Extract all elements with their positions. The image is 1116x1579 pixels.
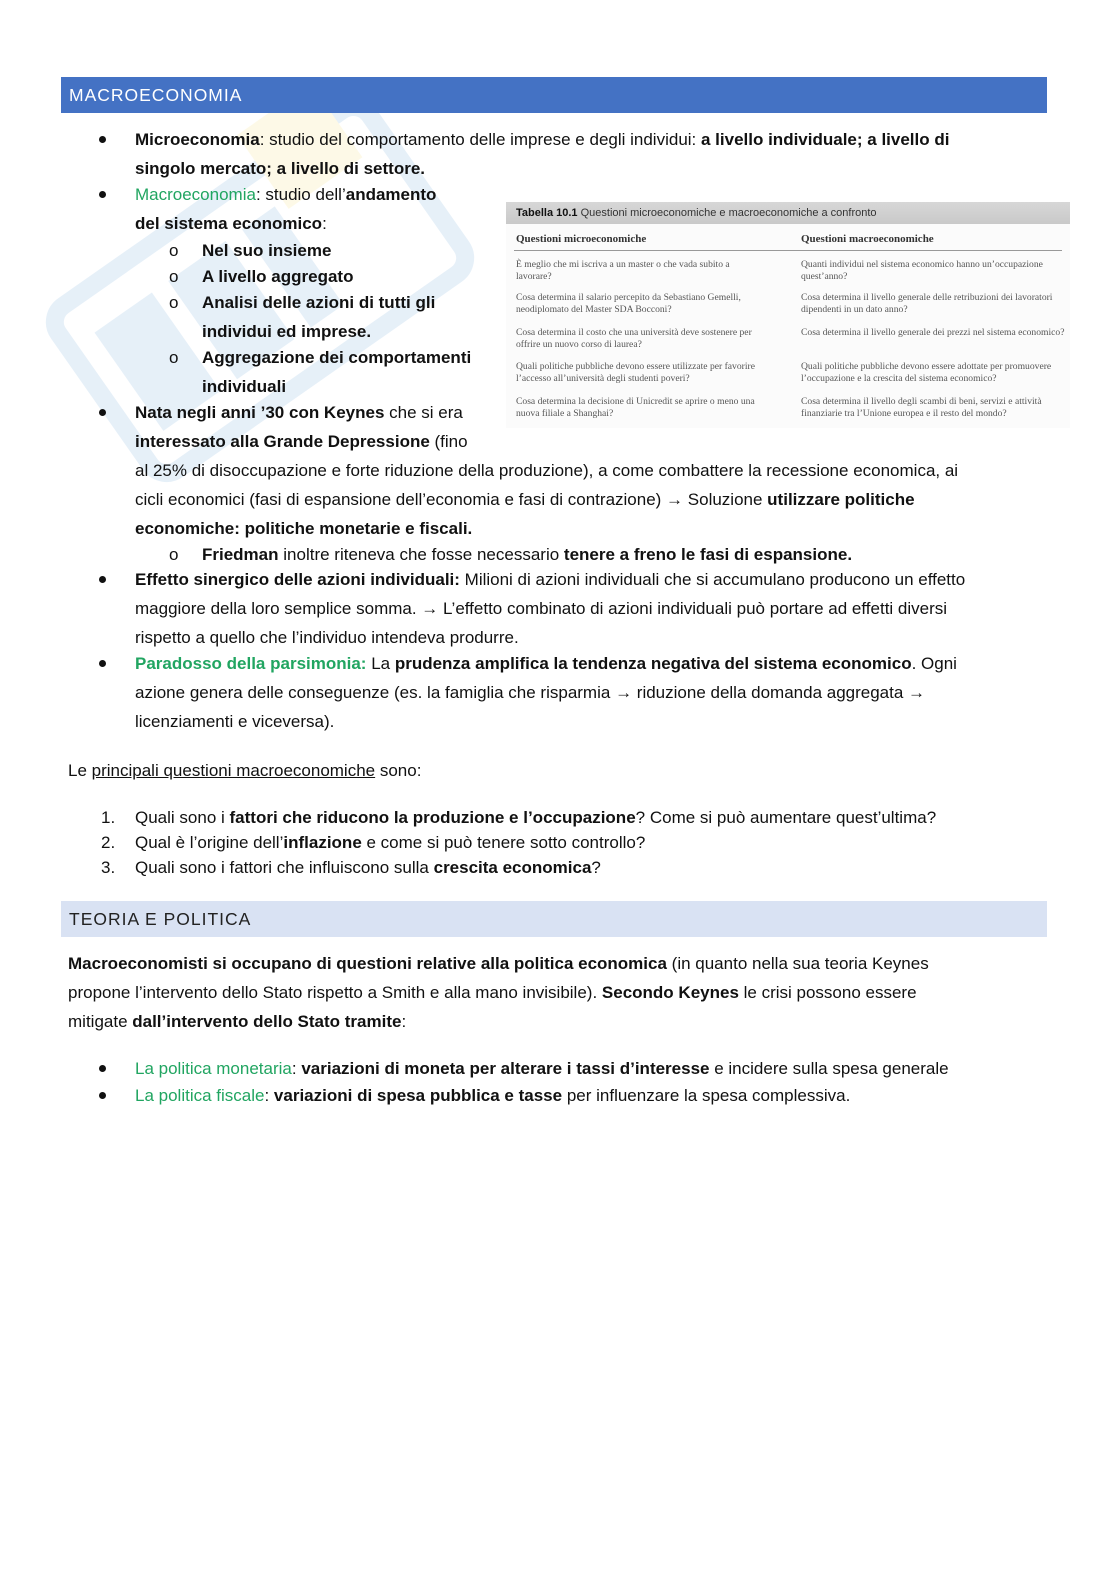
table-cell: Cosa determina la decisione di Unicredit se aprire o meno una nuova filiale a Shanghai?: [516, 396, 755, 419]
text-bold: fattori che riducono la produzione e l’occupazione: [229, 808, 636, 827]
term-green: La politica monetaria: [135, 1059, 292, 1078]
bullet-icon: [99, 409, 106, 416]
arrow-right-icon: →: [666, 490, 684, 509]
item-number: 2.: [101, 833, 116, 852]
text: cicli economici (fasi di espansione dell’economia e fasi di contrazione): [135, 490, 667, 509]
text: ?: [591, 858, 601, 877]
table-cell: Cosa determina il salario percepito da Sebastiano Gemelli, neodiplomato del Master SDA Bocconi?: [516, 292, 741, 315]
column-header-micro: Questioni microeconomiche: [516, 233, 647, 245]
text-bold: variazioni di spesa pubblica e tasse: [273, 1086, 563, 1105]
term: Microeconomia: [135, 130, 260, 149]
text: L’effetto combinato di azioni individuali può portare ad effetti diversi: [438, 599, 948, 618]
sub-text: Nel suo insieme: [202, 241, 332, 260]
bullet-icon: [99, 576, 106, 583]
text-bold: crescita economica: [433, 858, 592, 877]
text-bold: andamento: [345, 185, 437, 204]
text: rispetto a quello che l’individuo intendeva produrre.: [135, 628, 519, 647]
text: (fino: [429, 432, 468, 451]
text: Quali sono i fattori che influiscono sulla: [135, 858, 434, 877]
text: licenziamenti e viceversa).: [135, 712, 335, 731]
text: Qual è l’origine dell’: [135, 833, 284, 852]
text-bold: del sistema economico: [135, 214, 323, 233]
table-cell: Quali politiche pubbliche devono essere utilizzate per favorire l’accesso all’università degli studenti poveri?: [516, 361, 755, 384]
text: propone l’intervento dello Stato rispetto a Smith e alla mano invisibile).: [68, 983, 602, 1002]
column-header-macro: Questioni macroeconomiche: [801, 233, 934, 245]
section-title: TEORIA E POLITICA: [69, 909, 252, 929]
text: le crisi possono essere: [738, 983, 917, 1002]
questions-intro: [68, 756, 1028, 785]
text: inoltre riteneva che fosse necessario: [278, 545, 564, 564]
text-bold: tenere a freno le fasi di espansione.: [563, 545, 853, 564]
text: :: [401, 1012, 407, 1031]
item-number: 3.: [101, 858, 116, 877]
table-cell: Cosa determina il livello generale delle retribuzioni dei lavoratori dipendenti in un dato anno?: [801, 292, 1053, 315]
sub-text: individui ed imprese.: [202, 322, 372, 341]
table-cell: Cosa determina il livello generale dei prezzi nel sistema economico?: [801, 327, 1065, 338]
caption-text: Questioni microeconomiche e macroeconomiche a confronto: [577, 207, 877, 219]
text: sono:: [375, 761, 422, 780]
divider: [514, 250, 1062, 251]
arrow-right-icon: →: [615, 683, 633, 702]
text-bold: Macroeconomisti si occupano di questioni relative alla politica economica: [68, 954, 667, 973]
text-bold: Friedman: [202, 545, 279, 564]
text: La: [366, 654, 395, 673]
text-bold: interessato alla Grande Depressione: [135, 432, 430, 451]
table-cell: È meglio che mi iscriva a un master o che vada subito a lavorare?: [516, 259, 730, 282]
section-title: MACROECONOMIA: [69, 85, 243, 105]
text: che si era: [384, 403, 463, 422]
section-header-teoria-politica: [61, 901, 1047, 937]
text: . Ogni: [911, 654, 957, 673]
table-cell: Quanti individui nel sistema economico hanno un’occupazione quest’anno?: [801, 259, 1043, 282]
text-bold: dall’intervento dello Stato tramite: [132, 1012, 402, 1031]
text: e come si può tenere sotto controllo?: [361, 833, 646, 852]
text-bold: a livello individuale; a livello di: [701, 130, 950, 149]
text-bold: singolo mercato; a livello di settore.: [135, 159, 426, 178]
arrow-right-icon: →: [908, 683, 926, 702]
sub-bullet-icon: o: [169, 293, 179, 312]
text: Soluzione: [683, 490, 768, 509]
term-green: Macroeconomia: [135, 185, 256, 204]
sub-text: A livello aggregato: [202, 267, 354, 286]
text-bold: economiche: politiche monetarie e fiscali.: [135, 519, 473, 538]
section-header-macroeconomia: [61, 77, 1047, 113]
table-cell: Quali politiche pubbliche devono essere adottate per promuovere l’occupazione e la crescita del sistema economico?: [801, 361, 1052, 384]
sub-text: Analisi delle azioni di tutti gli: [202, 293, 436, 312]
sub-bullet-icon: o: [169, 241, 179, 260]
bullet-icon: [99, 1065, 106, 1072]
teoria-paragraph: [68, 949, 1048, 1036]
text: Quali sono i: [135, 808, 230, 827]
text: maggiore della loro semplice somma.: [135, 599, 422, 618]
arrow-right-icon: →: [421, 599, 439, 618]
term-green: La politica fiscale: [135, 1086, 265, 1105]
item-number: 1.: [101, 808, 116, 827]
text: riduzione della domanda aggregata: [632, 683, 909, 702]
text: Milioni di azioni individuali che si accumulano producono un effetto: [459, 570, 966, 589]
text-bold: Nata negli anni ’30 con Keynes: [135, 403, 385, 422]
text: Le: [68, 761, 92, 780]
sub-text: individuali: [202, 377, 287, 396]
text-bold: utilizzare politiche: [767, 490, 915, 509]
bullet-icon: [99, 1092, 106, 1099]
sub-bullet-icon: o: [169, 545, 179, 564]
text-bold: variazioni di moneta per alterare i tassi d’interesse: [301, 1059, 710, 1078]
text: : studio dell’: [255, 185, 346, 204]
term-green: Paradosso della parsimonia:: [135, 654, 367, 673]
text: e incidere sulla spesa generale: [709, 1059, 949, 1078]
table-image-micro-macro: [506, 202, 1070, 428]
text-underlined: principali questioni macroeconomiche: [91, 761, 376, 780]
text-bold: inflazione: [283, 833, 362, 852]
figure-caption: [506, 202, 1070, 224]
text: al 25% di disoccupazione e forte riduzione della produzione), a come combattere la recessione economica, ai: [135, 461, 959, 480]
text: :: [322, 214, 327, 233]
text: :: [291, 1059, 302, 1078]
text-bold: prudenza amplifica la tendenza negativa del sistema economico: [394, 654, 912, 673]
table-cell: Cosa determina il livello degli scambi di beni, servizi e attività finanziarie tra l’Unione europea e il resto del mondo?: [801, 396, 1042, 419]
text: mitigate: [68, 1012, 133, 1031]
text: azione genera delle conseguenze (es. la famiglia che risparmia: [135, 683, 616, 702]
table-cell: Cosa determina il costo che una università deve sostenere per offrire un nuovo corso di laurea?: [516, 327, 752, 350]
text: :: [264, 1086, 274, 1105]
sub-text: Aggregazione dei comportamenti: [202, 348, 472, 367]
caption-label: Tabella 10.1: [516, 207, 578, 219]
text-bold: Effetto sinergico delle azioni individuali:: [135, 570, 460, 589]
sub-bullet-icon: o: [169, 267, 179, 286]
bullet-icon: [99, 660, 106, 667]
bullet-icon: [99, 136, 106, 143]
bullet-icon: [99, 191, 106, 198]
text: per influenzare la spesa complessiva.: [562, 1086, 851, 1105]
text: ? Come si può aumentare quest’ultima?: [635, 808, 937, 827]
sub-bullet-icon: o: [169, 348, 179, 367]
text-bold: Secondo Keynes: [601, 983, 739, 1002]
text: (in quanto nella sua teoria Keynes: [666, 954, 929, 973]
text: : studio del comportamento delle imprese e degli individui:: [259, 130, 701, 149]
